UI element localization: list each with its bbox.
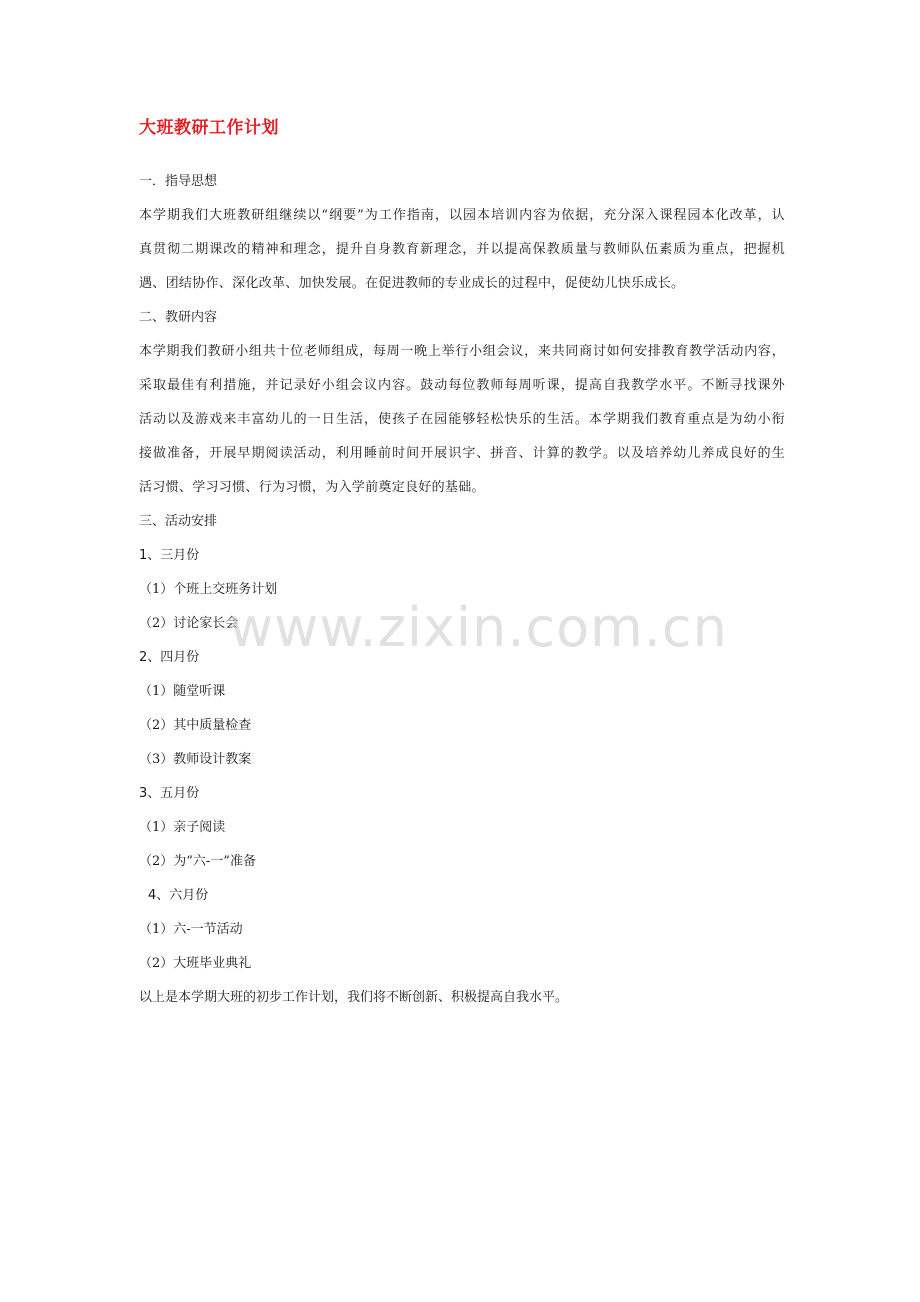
section-heading-research-content: 二、教研内容 bbox=[139, 310, 218, 325]
list-item: （1）亲子阅读 bbox=[139, 820, 226, 835]
month-label-june: 4、六月份 bbox=[148, 888, 209, 903]
list-item: （2）为“六-一”准备 bbox=[139, 854, 256, 869]
paragraph-line: 采取最佳有利措施，并记录好小组会议内容。鼓动每位教师每周听课，提高自我教学水平。不断寻找课外 bbox=[139, 378, 785, 393]
paragraph-line: 本学期我们教研小组共十位老师组成，每周一晚上举行小组会议，来共同商讨如何安排教育教学活动内容， bbox=[139, 344, 785, 359]
paragraph-guiding-thought bbox=[139, 199, 785, 301]
section-heading-activity-schedule: 三、活动安排 bbox=[139, 514, 218, 529]
paragraph-line: 接做准备，开展早期阅读活动，利用睡前时间开展识字、拼音、计算的教学。以及培养幼儿养成良好的生 bbox=[139, 446, 785, 461]
paragraph-line: 活习惯、学习习惯、行为习惯，为入学前奠定良好的基础。 bbox=[139, 480, 485, 495]
document-body bbox=[139, 165, 785, 1015]
list-item: （2）大班毕业典礼 bbox=[139, 956, 252, 971]
list-item: （1）个班上交班务计划 bbox=[139, 582, 278, 597]
closing-paragraph: 以上是本学期大班的初步工作计划，我们将不断创新、积极提高自我水平。 bbox=[139, 990, 569, 1005]
paragraph-line: 遇、团结协作、深化改革、加快发展。在促进教师的专业成长的过程中，促使幼儿快乐成长。 bbox=[139, 276, 685, 291]
section-heading-guiding-thought: 一．指导思想 bbox=[139, 174, 218, 189]
paragraph-line: 活动以及游戏来丰富幼儿的一日生活，使孩子在园能够轻松快乐的生活。本学期我们教育重点是为幼小衔 bbox=[139, 412, 785, 427]
list-item: （1）随堂听课 bbox=[139, 684, 226, 699]
paragraph-line: 真贯彻二期课改的精神和理念，提升自身教育新理念，并以提高保教质量与教师队伍素质为重点，把握机 bbox=[139, 242, 785, 257]
paragraph-line: 本学期我们大班教研组继续以“纲要”为工作指南，以园本培训内容为依据，充分深入课程园本化改革，认 bbox=[139, 208, 785, 223]
month-label-april: 2、四月份 bbox=[139, 650, 200, 665]
document-title: 大班教研工作计划 bbox=[139, 118, 279, 138]
month-label-may: 3、五月份 bbox=[139, 786, 200, 801]
month-label-march: 1、三月份 bbox=[139, 548, 200, 563]
list-item: （2）其中质量检查 bbox=[139, 718, 252, 733]
list-item: （3）教师设计教案 bbox=[139, 752, 252, 767]
paragraph-research-content bbox=[139, 335, 785, 505]
watermark: www.zixin.com.cn bbox=[229, 596, 728, 659]
list-item: （1）六-一节活动 bbox=[139, 922, 243, 937]
list-item: （2）讨论家长会 bbox=[139, 616, 239, 631]
